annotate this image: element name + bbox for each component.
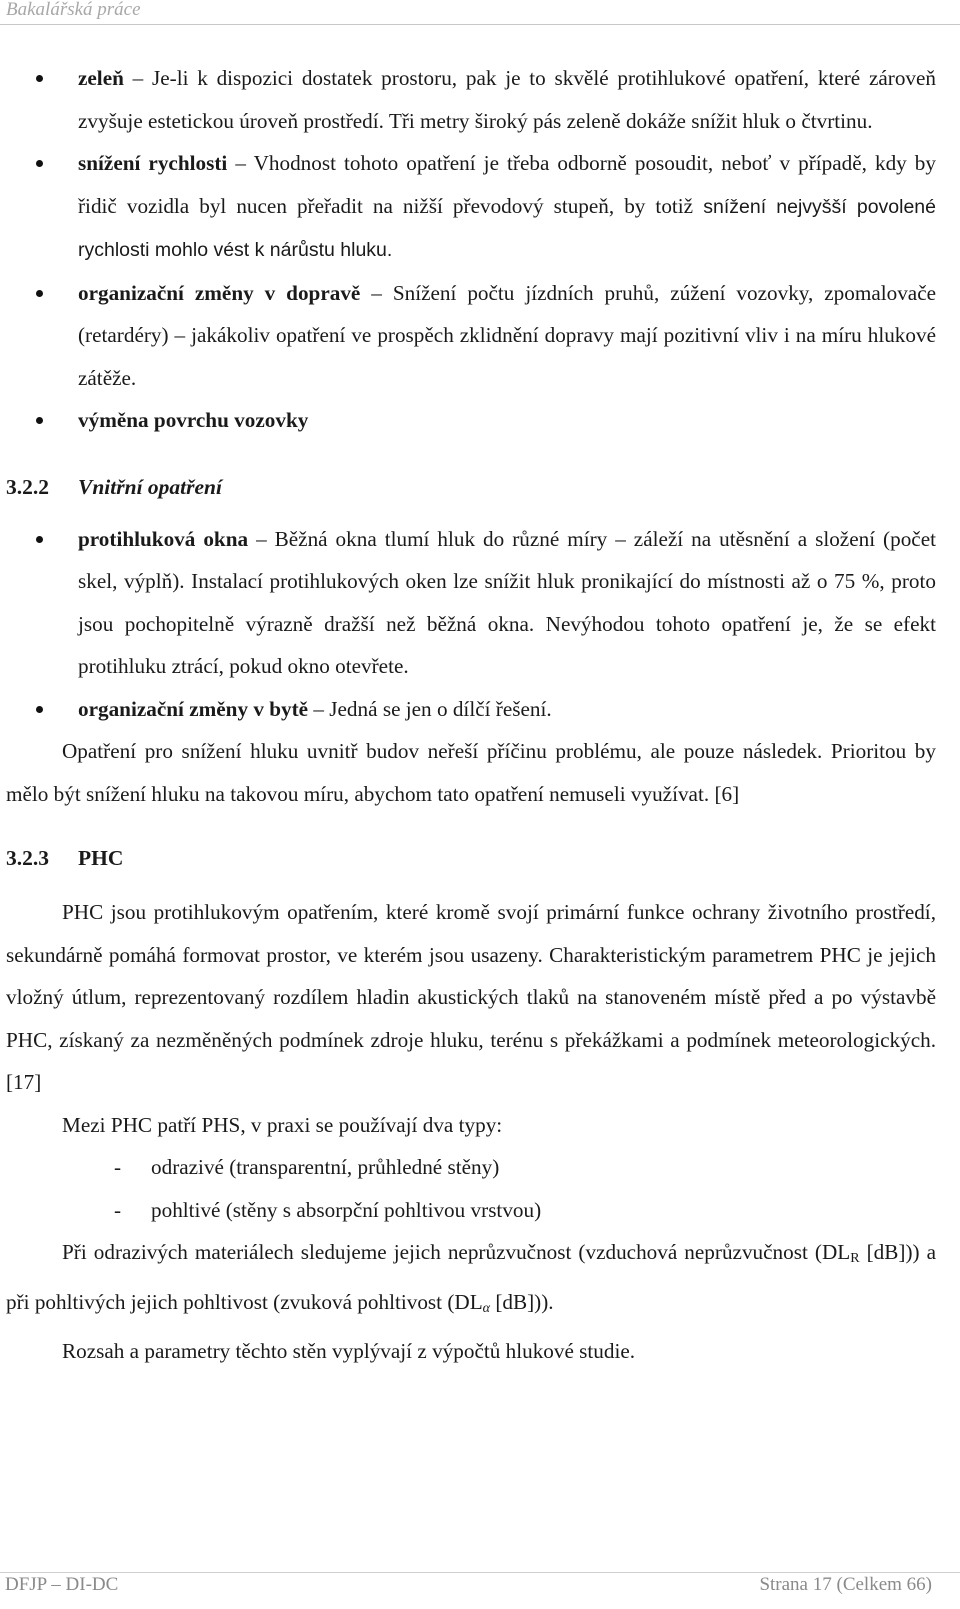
list-item-text: Běžná okna tlumí hluk do různé míry – záleží na utěsnění a složení (počet skel, výplň). Instalací protihlukových oken lze snížit hluk pronikající do místnosti až o 75 %, proto jsou pochopitelně výrazně dražší než běžná okna. Nevýhodou tohoto opatření je, že se efekt protihluku ztrácí, pokud okno otevřete. <box>78 526 936 678</box>
outdoor-measures-list <box>6 57 936 442</box>
paragraph-dl-part2: [dB])) a při pohltivých jejich pohltivost (zvuková pohltivost (DL <box>6 1240 937 1314</box>
indoor-measures-list <box>6 518 936 731</box>
list-item-text: odrazivé (transparentní, průhledné stěny) <box>151 1155 500 1179</box>
footer-divider <box>0 1572 960 1573</box>
paragraph-phc: PHC jsou protihlukovým opatřením, které kromě svojí primární funkce ochrany životního prostředí, sekundárně pomáhá formovat prostor, ve kterém jsou usazeny. Charakteristickým parametrem PHC je jejich vložný útlum, reprezentovaný rozdílem hladin akustických tlaků na stanoveném místě před a po výstavbě PHC, získaný za nezměněných podmínek zdroje hluku, terénu s překážkami a podmínek meteorologických. [17] <box>6 900 936 1094</box>
list-item-dash: – <box>360 280 393 305</box>
list-item-text-continued: snížení nejvyšší povolené rychlosti mohlo vést k nárůstu hluku. <box>78 195 936 261</box>
bullet-icon <box>36 290 43 297</box>
list-item-dash: – <box>308 696 330 721</box>
paragraph-dl-part1: Při odrazivých materiálech sledujeme jejich neprůzvučnost (vzduchová neprůzvučnost (DL <box>62 1240 851 1264</box>
list-item-dash: – <box>123 66 152 90</box>
paragraph-indoor-summary: Opatření pro snížení hluku uvnitř budov neřeší příčinu problému, ale pouze následek. Prioritou by mělo být snížení hluku na takovou míru, abychom tato opatření nemuseli využívat. [6] <box>6 739 936 806</box>
list-item-dash: – <box>227 151 254 175</box>
list-item <box>6 688 936 731</box>
header-divider <box>0 24 960 25</box>
footer-department: DFJP – DI-DC <box>5 1574 119 1595</box>
list-item <box>6 272 936 400</box>
dash-marker: - <box>114 1197 122 1222</box>
section-title: Vnitřní opatření <box>78 474 222 499</box>
dash-marker: - <box>114 1155 122 1179</box>
footer-page-number: Strana 17 (Celkem 66) <box>759 1574 932 1595</box>
section-number: 3.2.2 <box>6 474 49 499</box>
list-item-text: pohltivé (stěny s absorpční pohltivou vrstvou) <box>151 1197 542 1222</box>
bullet-icon <box>36 417 43 424</box>
bullet-icon <box>36 160 43 167</box>
list-item-text: Snížení počtu jízdních pruhů, zúžení vozovky, zpomalovače (retardéry) – jakákoliv opatření ve prospěch zklidnění dopravy mají pozitivní vliv i na míru hlukové zátěže. <box>78 280 937 390</box>
list-item-term: výměna povrchu vozovky <box>78 408 309 432</box>
list-item <box>6 1146 936 1189</box>
list-item-term: organizační změny v dopravě <box>78 280 361 305</box>
list-item-text: Je-li k dispozici dostatek prostoru, pak je to skvělé protihlukové opatření, které zároveň zvyšuje estetickou úroveň prostředí. Tři metry široký pás zeleně dokáže snížit hluk o čtvrtinu. <box>78 66 937 133</box>
page-content <box>6 57 936 1373</box>
section-heading-3-2-2 <box>6 466 936 508</box>
bullet-icon <box>36 75 43 82</box>
subscript-alpha: α <box>482 1300 491 1316</box>
list-item-dash: – <box>248 526 275 551</box>
list-item <box>6 1189 936 1232</box>
bullet-icon <box>36 536 43 543</box>
paragraph-dl <box>6 1231 936 1330</box>
list-item <box>6 399 936 442</box>
list-item-text: Jedná se jen o dílčí řešení. <box>329 696 552 721</box>
list-item-term: organizační změny v bytě <box>78 696 309 721</box>
bullet-icon <box>36 706 43 713</box>
section-number: 3.2.3 <box>6 846 49 870</box>
paragraph-dl-part3: [dB])). <box>490 1289 554 1314</box>
section-heading-3-2-3 <box>6 837 936 879</box>
list-item <box>6 57 936 142</box>
list-item-term: zeleň <box>78 66 124 90</box>
subscript-r: R <box>850 1251 860 1266</box>
list-item-term: snížení rychlosti <box>78 151 228 175</box>
list-item <box>6 142 936 272</box>
list-item-text: Vhodnost tohoto opatření je třeba odborně posoudit, neboť v případě, kdy by řidič vozidla byl nucen přeřadit na nižší převodový stupeň, by totiž <box>78 151 936 218</box>
list-item-term: protihluková okna <box>78 526 249 551</box>
running-header-title: Bakalářská práce <box>6 0 141 20</box>
paragraph-range: Rozsah a parametry těchto stěn vyplývají z výpočtů hlukové studie. <box>62 1339 636 1363</box>
section-title: PHC <box>78 846 124 870</box>
phs-intro-line: Mezi PHC patří PHS, v praxi se používají dva typy: <box>62 1112 503 1137</box>
list-item <box>6 518 936 688</box>
phs-types-list <box>6 1146 936 1231</box>
